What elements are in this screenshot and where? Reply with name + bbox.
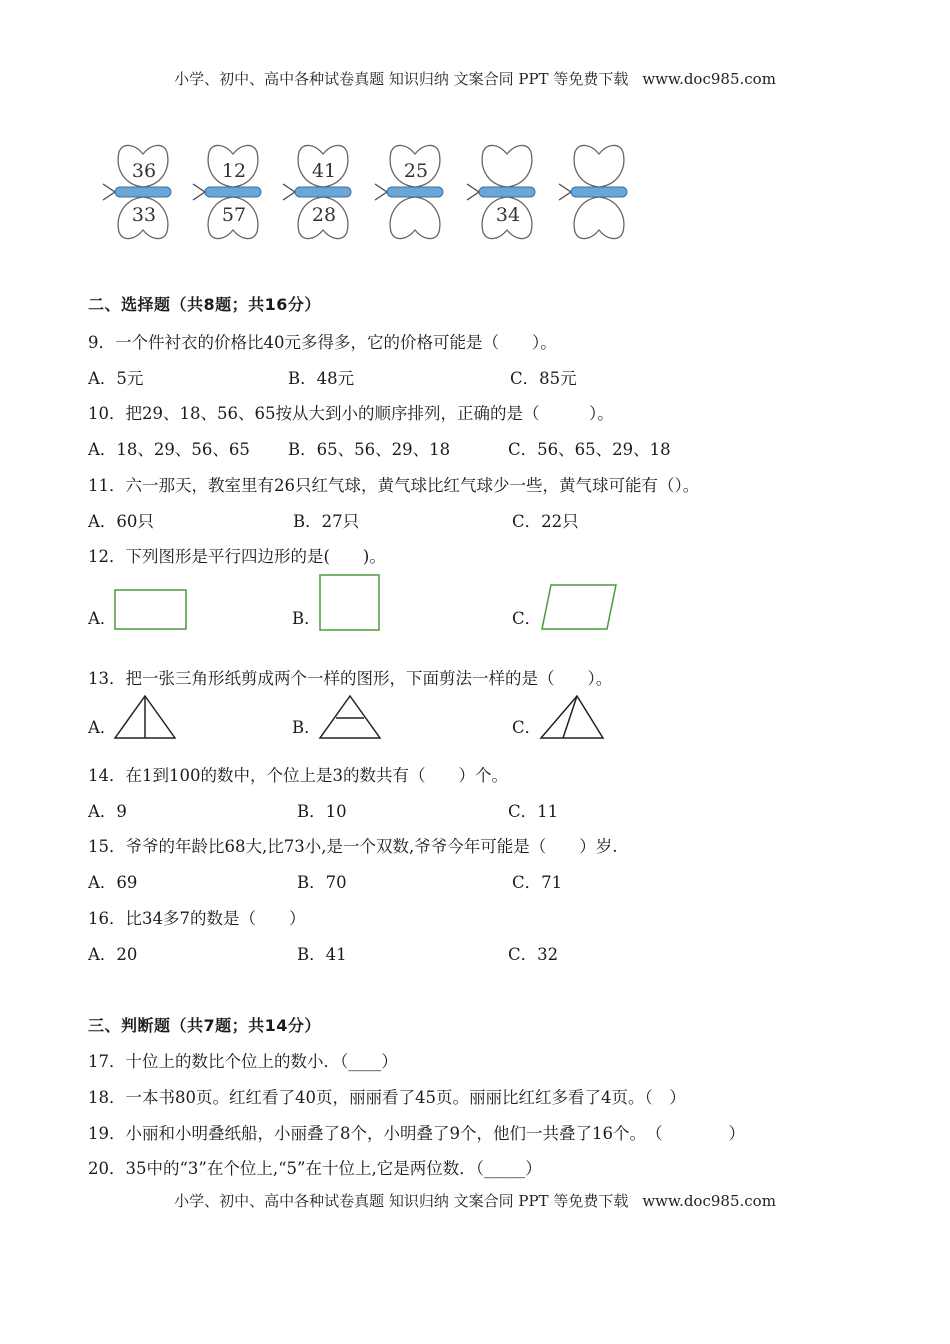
footer-banner-url: www.doc985.com	[642, 1192, 776, 1210]
butterfly-icon	[459, 140, 539, 252]
question-12: 12．下列图形是平行四边形的是( )。	[88, 547, 386, 566]
option-a: A．	[88, 609, 117, 628]
option-c: C．22只	[512, 512, 579, 531]
question-16: 16．比34多7的数是（ ）	[88, 909, 306, 928]
header-banner-text: 小学、初中、高中各种试卷真题 知识归纳 文案合同 PPT 等免费下载	[174, 70, 629, 88]
option-c: C．	[512, 609, 542, 628]
butterfly-bottom-number: 34	[495, 204, 521, 226]
question-14: 14．在1到100的数中，个位上是3的数共有（ ）个。	[88, 766, 508, 785]
butterfly-bottom-number: 28	[311, 204, 337, 226]
butterfly-bottom-number: 33	[131, 204, 157, 226]
butterfly-3	[275, 140, 355, 252]
question-20: 20．35中的“3”在个位上,“5”在十位上,它是两位数．（_____）	[88, 1159, 542, 1178]
butterfly-icon	[185, 140, 265, 252]
question-17: 17．十位上的数比个位上的数小．（____）	[88, 1052, 398, 1071]
question-13: 13．把一张三角形纸剪成两个一样的图形，下面剪法一样的是（ ）。	[88, 669, 613, 688]
section-title-judgement: 三、判断题（共7题；共14分）	[88, 1016, 321, 1035]
butterfly-2	[185, 140, 265, 252]
option-b: B．41	[297, 945, 347, 964]
butterfly-row	[95, 140, 655, 252]
rectangle-shape	[114, 589, 188, 631]
butterfly-top-number: 12	[221, 160, 247, 182]
butterfly-icon	[95, 140, 175, 252]
triangle-cut-horizontal-icon	[318, 694, 382, 740]
question-15: 15．爷爷的年龄比68大,比73小,是一个双数,爷爷今年可能是（ ）岁.	[88, 837, 618, 856]
option-a: A．69	[88, 873, 138, 892]
option-c: C．85元	[510, 369, 577, 388]
option-c: C．71	[512, 873, 563, 892]
question-19: 19．小丽和小明叠纸船，小丽叠了8个，小明叠了9个，他们一共叠了16个。 （ ）	[88, 1124, 745, 1143]
question-11: 11．六一那天，教室里有26只红气球，黄气球比红气球少一些，黄气球可能有（）。	[88, 476, 700, 495]
option-a: A．5元	[88, 369, 144, 388]
option-b: B．65、56、29、18	[288, 440, 451, 459]
option-c: C．	[512, 718, 542, 737]
butterfly-top-number: 41	[311, 160, 337, 182]
question-18: 18．一本书80页。红红看了40页，丽丽看了45页。丽丽比红红多看了4页。（ ）	[88, 1088, 686, 1107]
question-10: 10．把29、18、56、65按从大到小的顺序排列，正确的是（ ）。	[88, 404, 614, 423]
square-shape	[319, 574, 381, 631]
section-title-choice: 二、选择题（共8题；共16分）	[88, 295, 321, 314]
option-a: A．60只	[88, 512, 154, 531]
option-a: A．	[88, 718, 117, 737]
butterfly-6	[551, 140, 631, 252]
footer-banner	[0, 1190, 950, 1211]
option-b: B．70	[297, 873, 347, 892]
butterfly-1	[95, 140, 175, 252]
butterfly-bottom-number: 57	[221, 204, 247, 226]
option-b: B．10	[297, 802, 347, 821]
butterfly-5	[459, 140, 539, 252]
option-c: C．11	[508, 802, 559, 821]
option-b: B．27只	[293, 512, 360, 531]
triangle-cut-offset-icon	[539, 694, 605, 740]
butterfly-icon	[367, 140, 447, 252]
footer-banner-text: 小学、初中、高中各种试卷真题 知识归纳 文案合同 PPT 等免费下载	[174, 1192, 629, 1210]
butterfly-icon	[551, 140, 631, 252]
option-a: A．18、29、56、65	[88, 440, 250, 459]
triangle-cut-median-icon	[113, 694, 177, 740]
option-a: A．9	[88, 802, 127, 821]
header-banner	[0, 68, 950, 89]
option-b: B．48元	[288, 369, 355, 388]
butterfly-icon	[275, 140, 355, 252]
option-a: A．20	[88, 945, 138, 964]
option-b: B．	[292, 609, 321, 628]
question-9: 9．一个件衬衣的价格比40元多得多，它的价格可能是（ ）。	[88, 333, 557, 352]
butterfly-top-number: 25	[403, 160, 429, 182]
option-c: C．56、65、29、18	[508, 440, 671, 459]
option-b: B．	[292, 718, 321, 737]
option-c: C．32	[508, 945, 559, 964]
header-banner-url: www.doc985.com	[642, 70, 776, 88]
butterfly-4	[367, 140, 447, 252]
parallelogram-shape	[541, 584, 618, 631]
butterfly-top-number: 36	[131, 160, 157, 182]
